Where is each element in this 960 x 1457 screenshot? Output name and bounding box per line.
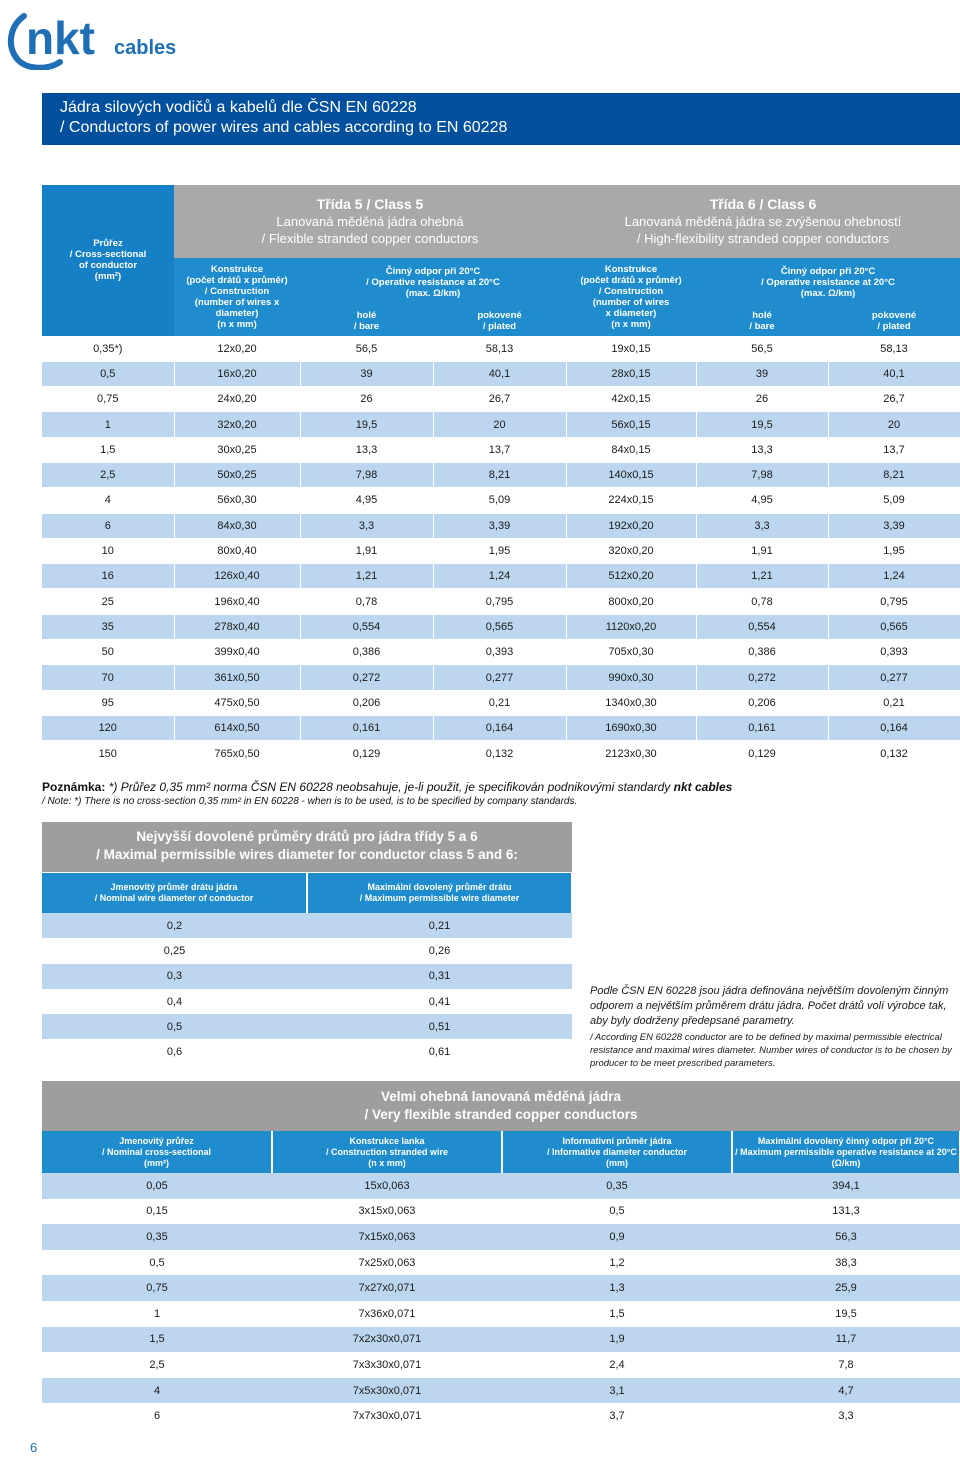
table-cell: 8,21: [828, 462, 960, 487]
c6-l5: x diameter): [605, 307, 657, 319]
table-cell: 0,5: [42, 361, 174, 386]
table-row: [42, 1301, 960, 1327]
diameter-table-body: [42, 913, 572, 1065]
table-cell: 13,3: [696, 437, 828, 462]
table-row: [42, 614, 960, 639]
table-row: [42, 741, 960, 766]
table-cell: 3,39: [433, 513, 566, 538]
table-cell: 2,4: [502, 1352, 732, 1378]
vflex-title-en: / Very flexible stranded copper conductors: [364, 1107, 638, 1122]
table-cell: 4: [42, 488, 174, 513]
table-cell: 1340x0,30: [566, 690, 696, 715]
note-en: / Note: *) There is no cross-section 0,35 mm² in EN 60228 - when is to be used, is to be specified by company standards.: [42, 796, 578, 807]
table-row: [42, 361, 960, 386]
vflex-header-line: (Ω/km): [831, 1157, 861, 1168]
table-cell: 13,7: [433, 437, 566, 462]
table-cell: 0,206: [300, 690, 433, 715]
title-cz: Jádra silových vodičů a kabelů dle ČSN EN 60228: [60, 99, 417, 116]
table-cell: 0,386: [696, 640, 828, 665]
table-cell: 0,35: [502, 1173, 732, 1199]
table-cell: 0,21: [307, 913, 572, 938]
table-cell: 0,132: [433, 741, 566, 766]
table-cell: 1: [42, 412, 174, 437]
table-cell: 2123x0,30: [566, 741, 696, 766]
table-cell: 30x0,25: [174, 437, 300, 462]
table-cell: 0,554: [300, 614, 433, 639]
class6-header: [566, 185, 960, 258]
cs-l1: Průřez: [93, 238, 123, 250]
table-cell: 765x0,50: [174, 741, 300, 766]
table-cell: 131,3: [732, 1199, 960, 1225]
vflex-col-header: [502, 1131, 732, 1173]
table-cell: 50x0,25: [174, 462, 300, 487]
table-cell: 0,206: [696, 690, 828, 715]
table-row: [42, 1199, 960, 1225]
table-row: [42, 913, 572, 938]
table-cell: 399x0,40: [174, 640, 300, 665]
d2-l2: / Maximum permissible wire diameter: [359, 893, 520, 903]
table-cell: 0,21: [433, 690, 566, 715]
table-cell: 1,5: [502, 1301, 732, 1327]
table-row: [42, 1275, 960, 1301]
table-cell: 84x0,15: [566, 437, 696, 462]
table-cell: 15x0,063: [272, 1173, 502, 1199]
p5-l1: pokovené: [477, 309, 522, 321]
c6-l4: (number of wires: [592, 296, 670, 308]
p6-l1: pokovené: [871, 309, 917, 321]
vflex-header-line: Informativní průměr jádra: [562, 1135, 672, 1146]
nkt-cables-logo: [4, 8, 204, 70]
table-cell: 80x0,40: [174, 538, 300, 563]
col-cross-section: [42, 185, 174, 336]
table-cell: 3x15x0,063: [272, 1199, 502, 1225]
vflex-header-line: (mm): [606, 1157, 628, 1168]
table-cell: 0,272: [300, 665, 433, 690]
c6-l1: Konstrukce: [604, 263, 658, 275]
table-cell: 7,98: [300, 462, 433, 487]
table-cell: 1,24: [828, 564, 960, 589]
table-cell: 0,795: [433, 589, 566, 614]
c5-l2: (počet drátů x průměr): [186, 274, 288, 286]
table-cell: 35: [42, 614, 174, 639]
table-cell: 0,31: [307, 964, 572, 989]
table-cell: 1,5: [42, 1327, 272, 1353]
table-cell: 0,795: [828, 589, 960, 614]
class6-desc-cz: Lanovaná měděná jádra se zvýšenou ohebností: [624, 214, 902, 229]
table-cell: 0,164: [433, 715, 566, 740]
table-row: [42, 1173, 960, 1199]
table-cell: 56x0,15: [566, 412, 696, 437]
table-row: [42, 488, 960, 513]
c5-l5: (n x mm): [217, 318, 257, 330]
r6-l2: / Operative resistance at 20°C: [761, 276, 895, 288]
table-row: [42, 1352, 960, 1378]
table-cell: 38,3: [732, 1250, 960, 1276]
table-cell: 0,161: [696, 715, 828, 740]
b6-l2: / bare: [749, 320, 775, 332]
table-cell: 7x3x30x0,071: [272, 1352, 502, 1378]
table-cell: 7,98: [696, 462, 828, 487]
max-diameter-header: [307, 873, 572, 913]
table-row: [42, 1014, 572, 1039]
table-cell: 475x0,50: [174, 690, 300, 715]
table-cell: 40,1: [433, 361, 566, 386]
table-cell: 19x0,15: [566, 336, 696, 361]
table-cell: 39: [300, 361, 433, 386]
table-cell: 20: [433, 412, 566, 437]
table-cell: 84x0,30: [174, 513, 300, 538]
r6-l1: Činný odpor při 20°C: [780, 265, 876, 277]
table-cell: 0,78: [696, 589, 828, 614]
table-cell: 58,13: [828, 336, 960, 361]
bare5-header: [300, 306, 433, 336]
table-cell: 1,3: [502, 1275, 732, 1301]
page-title-banner: [42, 93, 960, 145]
table-cell: 990x0,30: [566, 665, 696, 690]
table-cell: 0,164: [828, 715, 960, 740]
table-cell: 4,7: [732, 1378, 960, 1404]
table-cell: 25: [42, 589, 174, 614]
table-cell: 0,25: [42, 938, 307, 963]
table-cell: 4,95: [696, 488, 828, 513]
table-cell: 56,3: [732, 1224, 960, 1250]
cs-l4: (mm²): [94, 271, 122, 283]
table-cell: 4: [42, 1378, 272, 1404]
note-text: *) Průřez 0,35 mm² norma ČSN EN 60228 neobsahuje, je-li použit, je specifikován podnikovými standardy: [105, 780, 674, 794]
table-cell: 705x0,30: [566, 640, 696, 665]
table-cell: 19,5: [300, 412, 433, 437]
table-cell: 26: [696, 387, 828, 412]
d2-l1: Maximální dovolený průměr drátu: [367, 882, 512, 892]
table-row: [42, 437, 960, 462]
table-cell: 0,277: [828, 665, 960, 690]
r5-l3: (max. Ω/km): [405, 287, 461, 299]
table-cell: 140x0,15: [566, 462, 696, 487]
diameter-table: [42, 873, 573, 1065]
d1-l1: Jmenovitý průměr drátu jádra: [110, 882, 238, 892]
vflex-header-line: / Informative diameter conductor: [546, 1146, 688, 1157]
table-cell: 24x0,20: [174, 387, 300, 412]
table-cell: 5,09: [433, 488, 566, 513]
resistance5-header: [300, 258, 566, 306]
construction5-header: [174, 258, 300, 336]
table-cell: 0,5: [42, 1014, 307, 1039]
table-cell: 19,5: [732, 1301, 960, 1327]
table-row: [42, 1378, 960, 1404]
very-flexible-table: [42, 1131, 960, 1429]
table-row: [42, 564, 960, 589]
b5-l1: holé: [356, 309, 377, 321]
table-cell: 120: [42, 715, 174, 740]
table-cell: 3,39: [828, 513, 960, 538]
cs-l3: of conductor: [78, 260, 138, 272]
table-cell: 6: [42, 513, 174, 538]
table-cell: 3,3: [300, 513, 433, 538]
table-cell: 0,51: [307, 1014, 572, 1039]
table-cell: 2,5: [42, 1352, 272, 1378]
table-cell: 1120x0,20: [566, 614, 696, 639]
table-cell: 0,272: [696, 665, 828, 690]
table-cell: 16: [42, 564, 174, 589]
table-cell: 1,5: [42, 437, 174, 462]
note-brand: nkt cables: [673, 780, 733, 794]
table-cell: 0,277: [433, 665, 566, 690]
table-cell: 0,129: [696, 741, 828, 766]
table-cell: 7x36x0,071: [272, 1301, 502, 1327]
table-cell: 1,21: [300, 564, 433, 589]
table-cell: 7,8: [732, 1352, 960, 1378]
vflex-header-line: (n x mm): [368, 1157, 406, 1168]
table-cell: 8,21: [433, 462, 566, 487]
diameter-title-cz: Nejvyšší dovolené průměry drátů pro jádra třídy 5 a 6: [136, 829, 478, 844]
table-row: [42, 640, 960, 665]
c5-l3: / Construction: [204, 285, 270, 297]
c5-l4: (number of wires x diameter): [194, 296, 280, 319]
table-row: [42, 1039, 572, 1064]
table-cell: 7x27x0,071: [272, 1275, 502, 1301]
table-cell: 1,24: [433, 564, 566, 589]
c6-l6: (n x mm): [611, 318, 651, 330]
table-row: [42, 462, 960, 487]
table-cell: 20: [828, 412, 960, 437]
diameter-explanation: [590, 984, 960, 1070]
table-cell: 0,132: [828, 741, 960, 766]
table-cell: 13,3: [300, 437, 433, 462]
table-cell: 26: [300, 387, 433, 412]
table-cell: 7x5x30x0,071: [272, 1378, 502, 1404]
table-cell: 3,1: [502, 1378, 732, 1404]
vflex-header-line: Maximální dovolený činný odpor při 20°C: [757, 1135, 935, 1146]
table-cell: 1,2: [502, 1250, 732, 1276]
logo-sub: cables: [114, 37, 177, 59]
cs-l2: / Cross-sectional: [69, 249, 147, 261]
table-cell: 0,6: [42, 1039, 307, 1064]
plated5-header: [433, 306, 566, 336]
table-cell: 13,7: [828, 437, 960, 462]
table-cell: 278x0,40: [174, 614, 300, 639]
table-cell: 56,5: [300, 336, 433, 361]
table-cell: 0,161: [300, 715, 433, 740]
table-cell: 0,393: [433, 640, 566, 665]
note-label: Poznámka:: [42, 780, 106, 794]
table-cell: 0,386: [300, 640, 433, 665]
table-cell: 0,2: [42, 913, 307, 938]
page-number: 6: [30, 1440, 38, 1455]
footnote: [42, 780, 942, 809]
table-cell: 32x0,20: [174, 412, 300, 437]
table-cell: 0,4: [42, 989, 307, 1014]
class5-desc-en: / Flexible stranded copper conductors: [261, 231, 479, 246]
table-cell: 196x0,40: [174, 589, 300, 614]
table-cell: 1,91: [696, 538, 828, 563]
table-cell: 1690x0,30: [566, 715, 696, 740]
explanation-cz: Podle ČSN EN 60228 jsou jádra definována největším dovoleným činným odporem a největším průměrem drátu jádra. Počet drátů volí výrobce tak, aby byly dodrženy předepsané parametry.: [590, 985, 949, 1027]
table-cell: 0,565: [828, 614, 960, 639]
plated6-header: [828, 306, 960, 336]
p5-l2: / plated: [482, 320, 517, 332]
table-cell: 3,3: [732, 1403, 960, 1429]
table-cell: 394,1: [732, 1173, 960, 1199]
table-row: [42, 336, 960, 361]
title-en: / Conductors of power wires and cables according to EN 60228: [60, 119, 508, 136]
vflex-header-line: Jmenovitý průřez: [119, 1135, 194, 1146]
table-cell: 1: [42, 1301, 272, 1327]
conductor-table: [42, 185, 960, 766]
d1-l2: / Nominal wire diameter of conductor: [94, 893, 254, 903]
table-cell: 0,129: [300, 741, 433, 766]
explanation-en: / According EN 60228 conductor are to be defined by maximal permissible electrical resistance and maximal wires diameter. Number wires of conductor is to be chosen by producer to be meet prescribed parameters.: [590, 1032, 952, 1069]
vflex-header-line: Konstrukce lanka: [349, 1135, 425, 1146]
table-row: [42, 665, 960, 690]
table-cell: 7x15x0,063: [272, 1224, 502, 1250]
table-row: [42, 538, 960, 563]
table-cell: 0,26: [307, 938, 572, 963]
vflex-col-header: [272, 1131, 502, 1173]
table-row: [42, 513, 960, 538]
table-cell: 12x0,20: [174, 336, 300, 361]
table-cell: 224x0,15: [566, 488, 696, 513]
bare6-header: [696, 306, 828, 336]
table-cell: 40,1: [828, 361, 960, 386]
b5-l2: / bare: [353, 320, 380, 332]
table-row: [42, 1327, 960, 1353]
conductor-table-body: [42, 336, 960, 766]
table-row: [42, 989, 572, 1014]
r6-l3: (max. Ω/km): [800, 287, 856, 299]
table-row: [42, 1224, 960, 1250]
class5-header: [174, 185, 566, 258]
table-cell: 4,95: [300, 488, 433, 513]
table-row: [42, 1403, 960, 1429]
table-cell: 16x0,20: [174, 361, 300, 386]
table-cell: 7x2x30x0,071: [272, 1327, 502, 1353]
class6-desc-en: / High-flexibility stranded copper conductors: [636, 231, 890, 246]
table-cell: 1,95: [433, 538, 566, 563]
class5-title: Třída 5 / Class 5: [316, 196, 424, 212]
construction6-header: [566, 258, 696, 336]
table-cell: 0,35*): [42, 336, 174, 361]
table-cell: 1,95: [828, 538, 960, 563]
table-row: [42, 938, 572, 963]
vflex-header-line: (mm²): [144, 1157, 169, 1168]
table-cell: 0,78: [300, 589, 433, 614]
table-cell: 0,3: [42, 964, 307, 989]
p6-l2: / plated: [877, 320, 911, 332]
table-row: [42, 1250, 960, 1276]
table-cell: 11,7: [732, 1327, 960, 1353]
table-cell: 512x0,20: [566, 564, 696, 589]
table-cell: 10: [42, 538, 174, 563]
table-cell: 0,61: [307, 1039, 572, 1064]
table-cell: 0,9: [502, 1224, 732, 1250]
r5-l2: / Operative resistance at 20°C: [366, 276, 500, 288]
table-cell: 0,05: [42, 1173, 272, 1199]
b6-l1: holé: [752, 309, 772, 321]
vflex-header-line: / Nominal cross-sectional: [101, 1146, 212, 1157]
vflex-title-cz: Velmi ohebná lanovaná měděná jádra: [380, 1089, 622, 1104]
very-flexible-section-title: [42, 1081, 960, 1131]
table-cell: 1,91: [300, 538, 433, 563]
table-row: [42, 690, 960, 715]
table-row: [42, 412, 960, 437]
table-row: [42, 715, 960, 740]
c5-l1: Konstrukce: [210, 263, 264, 275]
table-cell: 3,7: [502, 1403, 732, 1429]
diameter-section-title: [42, 822, 572, 872]
table-cell: 26,7: [828, 387, 960, 412]
table-row: [42, 589, 960, 614]
table-cell: 70: [42, 665, 174, 690]
very-flexible-table-body: [42, 1173, 960, 1429]
table-cell: 0,75: [42, 387, 174, 412]
table-cell: 1,21: [696, 564, 828, 589]
table-cell: 0,5: [502, 1199, 732, 1225]
table-cell: 0,15: [42, 1199, 272, 1225]
c6-l3: / Construction: [598, 285, 664, 297]
table-cell: 3,3: [696, 513, 828, 538]
logo-word: nkt: [26, 12, 95, 64]
table-cell: 7x7x30x0,071: [272, 1403, 502, 1429]
table-cell: 361x0,50: [174, 665, 300, 690]
table-cell: 25,9: [732, 1275, 960, 1301]
table-cell: 0,5: [42, 1250, 272, 1276]
vflex-col-header: [732, 1131, 960, 1173]
table-cell: 19,5: [696, 412, 828, 437]
table-cell: 126x0,40: [174, 564, 300, 589]
table-cell: 150: [42, 741, 174, 766]
nominal-diameter-header: [42, 873, 307, 913]
table-cell: 192x0,20: [566, 513, 696, 538]
resistance6-header: [696, 258, 960, 306]
table-cell: 56x0,30: [174, 488, 300, 513]
class5-desc-cz: Lanovaná měděná jádra ohebná: [276, 214, 464, 229]
table-cell: 26,7: [433, 387, 566, 412]
diameter-title-en: / Maximal permissible wires diameter for conductor class 5 and 6:: [96, 847, 518, 862]
table-cell: 800x0,20: [566, 589, 696, 614]
table-cell: 28x0,15: [566, 361, 696, 386]
table-cell: 42x0,15: [566, 387, 696, 412]
table-cell: 2,5: [42, 462, 174, 487]
table-cell: 0,21: [828, 690, 960, 715]
table-cell: 6: [42, 1403, 272, 1429]
table-cell: 0,554: [696, 614, 828, 639]
table-cell: 0,41: [307, 989, 572, 1014]
table-cell: 614x0,50: [174, 715, 300, 740]
vflex-col-header: [42, 1131, 272, 1173]
table-row: [42, 964, 572, 989]
table-cell: 320x0,20: [566, 538, 696, 563]
table-cell: 95: [42, 690, 174, 715]
table-row: [42, 387, 960, 412]
vflex-header-line: / Maximum permissible operative resistance at 20°C: [735, 1146, 957, 1157]
table-cell: 5,09: [828, 488, 960, 513]
table-cell: 0,565: [433, 614, 566, 639]
table-cell: 39: [696, 361, 828, 386]
table-cell: 0,75: [42, 1275, 272, 1301]
table-cell: 58,13: [433, 336, 566, 361]
r5-l1: Činný odpor při 20°C: [385, 265, 481, 277]
table-cell: 7x25x0,063: [272, 1250, 502, 1276]
vflex-header-line: / Construction stranded wire: [325, 1146, 448, 1157]
class6-title: Třída 6 / Class 6: [709, 196, 817, 212]
table-cell: 0,393: [828, 640, 960, 665]
c6-l2: (počet drátů x průměr): [580, 274, 682, 286]
table-cell: 1,9: [502, 1327, 732, 1353]
table-cell: 56,5: [696, 336, 828, 361]
table-cell: 50: [42, 640, 174, 665]
table-cell: 0,35: [42, 1224, 272, 1250]
